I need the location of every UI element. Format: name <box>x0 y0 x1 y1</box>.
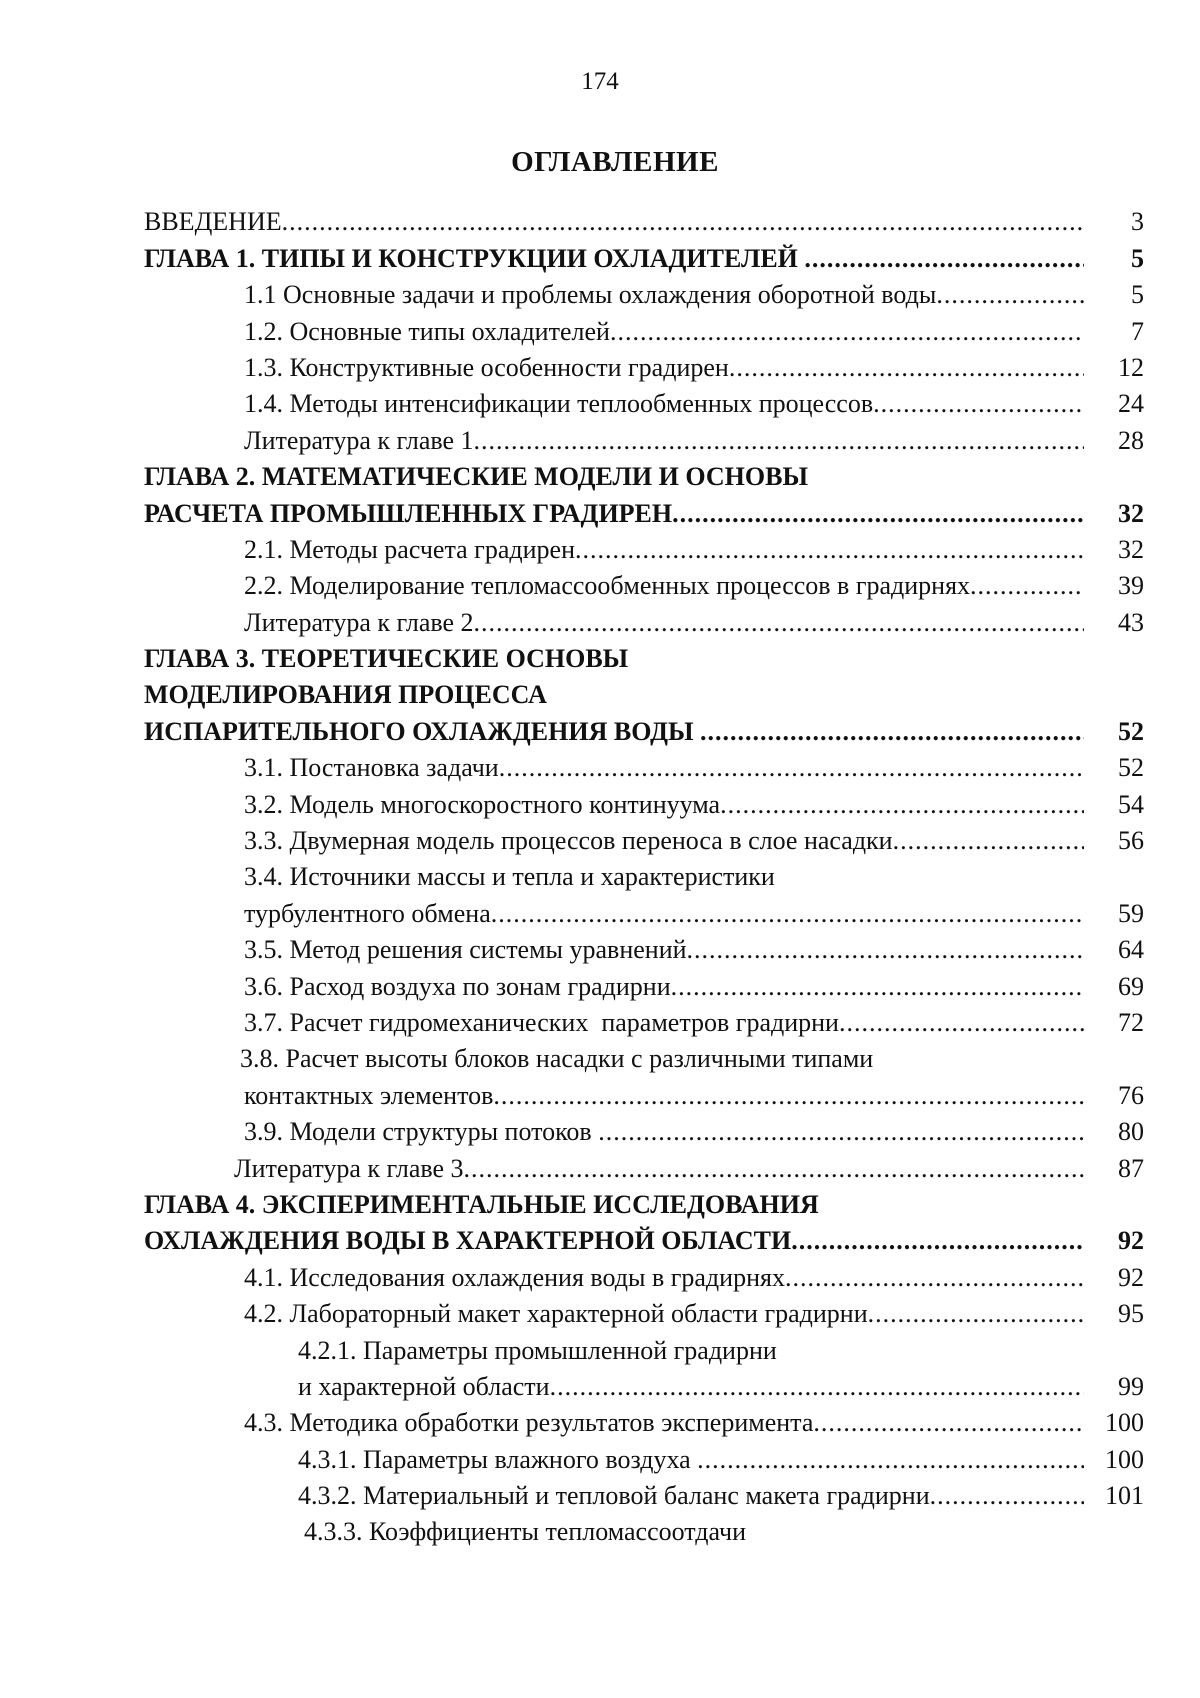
toc-section-entry <box>144 1405 1144 1441</box>
toc-chapter-entry <box>144 495 1144 531</box>
toc-section-entry <box>144 1296 1144 1332</box>
toc-entry-text-area <box>144 969 1084 1005</box>
toc-section-entry <box>144 1478 1144 1514</box>
toc-entry-label: 3.3. Двумерная модель процессов переноса в слое насадки <box>244 826 893 856</box>
toc-entry-text-area <box>144 459 1084 495</box>
toc-chapter-entry <box>144 677 1144 713</box>
toc-entry-label: 4.1. Исследования охлаждения воды в градирнях <box>244 1262 785 1292</box>
dot-leader <box>785 1260 1084 1296</box>
toc-entry-label: 4.3. Методика обработки результатов эксперимента <box>244 1408 814 1438</box>
toc-page-number: 92 <box>1118 1226 1144 1256</box>
toc-chapter-entry <box>144 1223 1144 1259</box>
toc-page-number: 28 <box>1118 425 1144 455</box>
dot-leader <box>474 605 1084 641</box>
toc-section-entry <box>144 422 1144 458</box>
toc-entry-text-area <box>144 1078 1084 1114</box>
dot-leader <box>671 969 1084 1005</box>
toc-entry-label: турбулентного обмена <box>244 898 491 928</box>
toc-section-entry <box>144 204 1144 240</box>
toc-section-entry <box>144 1514 1144 1550</box>
toc-entry-label: ГЛАВА 3. ТЕОРЕТИЧЕСКИЕ ОСНОВЫ <box>144 644 629 674</box>
toc-entry-text-area <box>144 823 1084 859</box>
toc-entry-label: Литература к главе 3 <box>234 1153 464 1183</box>
toc-entry-label: 3.4. Источники массы и тепла и характеристики <box>244 862 775 892</box>
toc-section-entry <box>144 1332 1144 1368</box>
toc-section-entry <box>144 277 1144 313</box>
toc-entry-text-area <box>144 1114 1084 1150</box>
dot-leader <box>970 568 1084 604</box>
dot-leader <box>930 1478 1084 1514</box>
toc-section-entry <box>144 1150 1144 1186</box>
toc-entry-label: 3.2. Модель многоскоростного континуума <box>244 789 721 819</box>
toc-page-number: 59 <box>1118 898 1144 928</box>
toc-entry-text-area <box>144 932 1084 968</box>
dot-leader <box>868 1296 1084 1332</box>
toc-chapter-entry <box>144 240 1144 276</box>
dot-leader <box>687 932 1084 968</box>
dot-leader <box>550 1369 1084 1405</box>
toc-entry-label: 3.8. Расчет высоты блоков насадки с различными типами <box>240 1044 874 1074</box>
toc-section-entry <box>144 568 1144 604</box>
dot-leader <box>791 1223 1084 1259</box>
toc-entry-text-area <box>144 568 1084 604</box>
toc-entry-text-area <box>144 1005 1084 1041</box>
dot-leader <box>804 241 1084 277</box>
toc-section-entry <box>144 786 1144 822</box>
toc-entry-text-area <box>144 1296 1084 1332</box>
toc-entry-text-area <box>144 241 1084 277</box>
toc-page-number: 24 <box>1118 389 1144 419</box>
dot-leader <box>839 1005 1084 1041</box>
toc-page-number: 5 <box>1131 280 1144 310</box>
dot-leader <box>464 1151 1084 1187</box>
toc-page-number: 39 <box>1118 571 1144 601</box>
toc-entry-label: 4.2. Лабораторный макет характерной области градирни <box>244 1299 868 1329</box>
toc-entry-text-area <box>144 350 1084 386</box>
toc-section-entry <box>144 350 1144 386</box>
toc-page-number: 69 <box>1118 971 1144 1001</box>
toc-entry-text-area <box>144 859 1084 895</box>
toc-page-number: 72 <box>1118 1007 1144 1037</box>
dot-leader <box>672 496 1084 532</box>
toc-entry-text-area <box>144 204 1084 240</box>
toc-entry-text-area <box>144 277 1084 313</box>
dot-leader <box>729 350 1084 386</box>
toc-entry-label: 2.1. Методы расчета градирен <box>244 534 575 564</box>
dot-leader <box>610 314 1084 350</box>
dot-leader <box>493 1078 1084 1114</box>
toc-section-entry <box>144 1077 1144 1113</box>
toc-page-number: 64 <box>1118 935 1144 965</box>
toc-chapter-entry <box>144 1187 1144 1223</box>
toc-entry-text-area <box>144 605 1084 641</box>
toc-page-number: 32 <box>1118 534 1144 564</box>
toc-entry-label: ИСПАРИТЕЛЬНОГО ОХЛАЖДЕНИЯ ВОДЫ <box>144 716 701 746</box>
toc-entry-label: 1.4. Методы интенсификации теплообменных процессов <box>244 389 874 419</box>
toc-page-number: 95 <box>1118 1299 1144 1329</box>
toc-section-entry <box>144 1041 1144 1077</box>
toc-entry-text-area <box>144 1514 1084 1550</box>
toc-entry-text-area <box>144 1369 1084 1405</box>
toc-page-number: 7 <box>1131 316 1144 346</box>
toc-section-entry <box>144 532 1144 568</box>
toc-section-entry <box>144 1259 1144 1295</box>
toc-entry-label: 3.7. Расчет гидромеханических параметров градирни <box>244 1007 839 1037</box>
toc-entry-text-area <box>144 423 1084 459</box>
dot-leader <box>598 1114 1084 1150</box>
toc-entry-text-area <box>144 532 1084 568</box>
dot-leader <box>575 532 1084 568</box>
toc-entry-label: ВВЕДЕНИЕ <box>144 207 282 237</box>
dot-leader <box>700 714 1084 750</box>
page-number: 174 <box>581 68 619 95</box>
toc-section-entry <box>144 859 1144 895</box>
toc-entry-label: ГЛАВА 2. МАТЕМАТИЧЕСКИЕ МОДЕЛИ И ОСНОВЫ <box>144 462 808 492</box>
toc-entry-label: 4.3.2. Материальный и тепловой баланс макета градирни <box>298 1481 930 1511</box>
toc-page-number: 101 <box>1105 1481 1144 1511</box>
toc-entry-text-area <box>144 714 1084 750</box>
toc-entry-label: 1.3. Конструктивные особенности градирен <box>244 352 729 382</box>
toc-entry-text-area <box>144 314 1084 350</box>
toc-section-entry <box>144 1441 1144 1477</box>
page-title: ОГЛАВЛЕНИЕ <box>511 146 719 178</box>
toc-page-number: 52 <box>1118 716 1144 746</box>
toc-entry-label: 3.9. Модели структуры потоков <box>244 1117 599 1147</box>
toc-entry-label: 3.1. Постановка задачи <box>244 753 499 783</box>
toc-section-entry <box>144 968 1144 1004</box>
toc-entry-text-area <box>144 1260 1084 1296</box>
toc-page-number: 56 <box>1118 826 1144 856</box>
toc-entry-text-area <box>144 1041 1084 1077</box>
toc-section-entry <box>144 932 1144 968</box>
toc-section-entry <box>144 750 1144 786</box>
toc-section-entry <box>144 895 1144 931</box>
toc-page-number: 100 <box>1105 1408 1144 1438</box>
dot-leader <box>282 204 1084 240</box>
toc-page-number: 92 <box>1118 1262 1144 1292</box>
dot-leader <box>813 1405 1084 1441</box>
toc-entry-text-area <box>144 1151 1084 1187</box>
toc-entry-label: 4.2.1. Параметры промышленной градирни <box>298 1335 777 1365</box>
toc-entry-label: РАСЧЕТА ПРОМЫШЛЕННЫХ ГРАДИРЕН <box>144 498 673 528</box>
toc-section-entry <box>144 386 1144 422</box>
toc-page-number: 76 <box>1118 1080 1144 1110</box>
toc-entry-text-area <box>144 1223 1084 1259</box>
toc-entry-text-area <box>144 750 1084 786</box>
toc-entry-label: ГЛАВА 4. ЭКСПЕРИМЕНТАЛЬНЫЕ ИССЛЕДОВАНИЯ <box>144 1189 819 1219</box>
dot-leader <box>720 787 1084 823</box>
toc-entry-label: Литература к главе 1 <box>244 425 474 455</box>
dot-leader <box>936 277 1084 313</box>
toc-entry-label: 4.3.1. Параметры влажного воздуха <box>298 1444 698 1474</box>
toc-page-number: 87 <box>1118 1153 1144 1183</box>
toc-entry-text-area <box>144 1187 1084 1223</box>
dot-leader <box>873 386 1084 422</box>
toc-entry-label: 4.3.3. Коэффициенты тепломассоотдачи <box>304 1517 747 1547</box>
toc-page-number: 52 <box>1118 753 1144 783</box>
toc-page-number: 3 <box>1131 207 1144 237</box>
toc-entry-label: и характерной области <box>298 1371 550 1401</box>
toc-entry-label: МОДЕЛИРОВАНИЯ ПРОЦЕССА <box>144 680 547 710</box>
toc-section-entry <box>144 604 1144 640</box>
table-of-contents <box>144 204 1144 1550</box>
dot-leader <box>893 823 1084 859</box>
toc-page-number: 99 <box>1118 1371 1144 1401</box>
toc-page-number: 100 <box>1105 1444 1144 1474</box>
toc-entry-text-area <box>144 787 1084 823</box>
toc-chapter-entry <box>144 713 1144 749</box>
toc-chapter-entry <box>144 459 1144 495</box>
toc-entry-text-area <box>144 677 1084 713</box>
dot-leader <box>499 750 1084 786</box>
toc-entry-label: 3.6. Расход воздуха по зонам градирни <box>244 971 671 1001</box>
toc-entry-text-area <box>144 1405 1084 1441</box>
toc-section-entry <box>144 313 1144 349</box>
toc-entry-text-area <box>144 641 1084 677</box>
toc-entry-text-area <box>144 1442 1084 1478</box>
toc-entry-label: 1.2. Основные типы охладителей <box>244 316 610 346</box>
toc-entry-label: ГЛАВА 1. ТИПЫ И КОНСТРУКЦИИ ОХЛАДИТЕЛЕЙ <box>144 243 805 273</box>
dot-leader <box>697 1442 1084 1478</box>
toc-entry-label: 3.5. Метод решения системы уравнений <box>244 935 687 965</box>
toc-page-number: 80 <box>1118 1117 1144 1147</box>
toc-page-number: 54 <box>1118 789 1144 819</box>
toc-entry-label: Литература к главе 2 <box>244 607 474 637</box>
toc-section-entry <box>144 823 1144 859</box>
toc-page-number: 43 <box>1118 607 1144 637</box>
toc-entry-text-area <box>144 1478 1084 1514</box>
toc-entry-label: контактных элементов <box>244 1080 494 1110</box>
toc-entry-text-area <box>144 386 1084 422</box>
toc-entry-text-area <box>144 896 1084 932</box>
dot-leader <box>491 896 1084 932</box>
toc-chapter-entry <box>144 641 1144 677</box>
toc-section-entry <box>144 1114 1144 1150</box>
toc-page-number: 32 <box>1118 498 1144 528</box>
toc-entry-label: 1.1 Основные задачи и проблемы охлаждения оборотной воды <box>244 280 937 310</box>
toc-entry-text-area <box>144 496 1084 532</box>
toc-entry-label: ОХЛАЖДЕНИЯ ВОДЫ В ХАРАКТЕРНОЙ ОБЛАСТИ <box>144 1226 792 1256</box>
toc-entry-label: 2.2. Моделирование тепломассообменных процессов в градирнях <box>244 571 971 601</box>
toc-page-number: 5 <box>1131 243 1144 273</box>
toc-section-entry <box>144 1369 1144 1405</box>
dot-leader <box>474 423 1084 459</box>
toc-section-entry <box>144 1005 1144 1041</box>
toc-entry-text-area <box>144 1333 1084 1369</box>
toc-page-number: 12 <box>1118 352 1144 382</box>
